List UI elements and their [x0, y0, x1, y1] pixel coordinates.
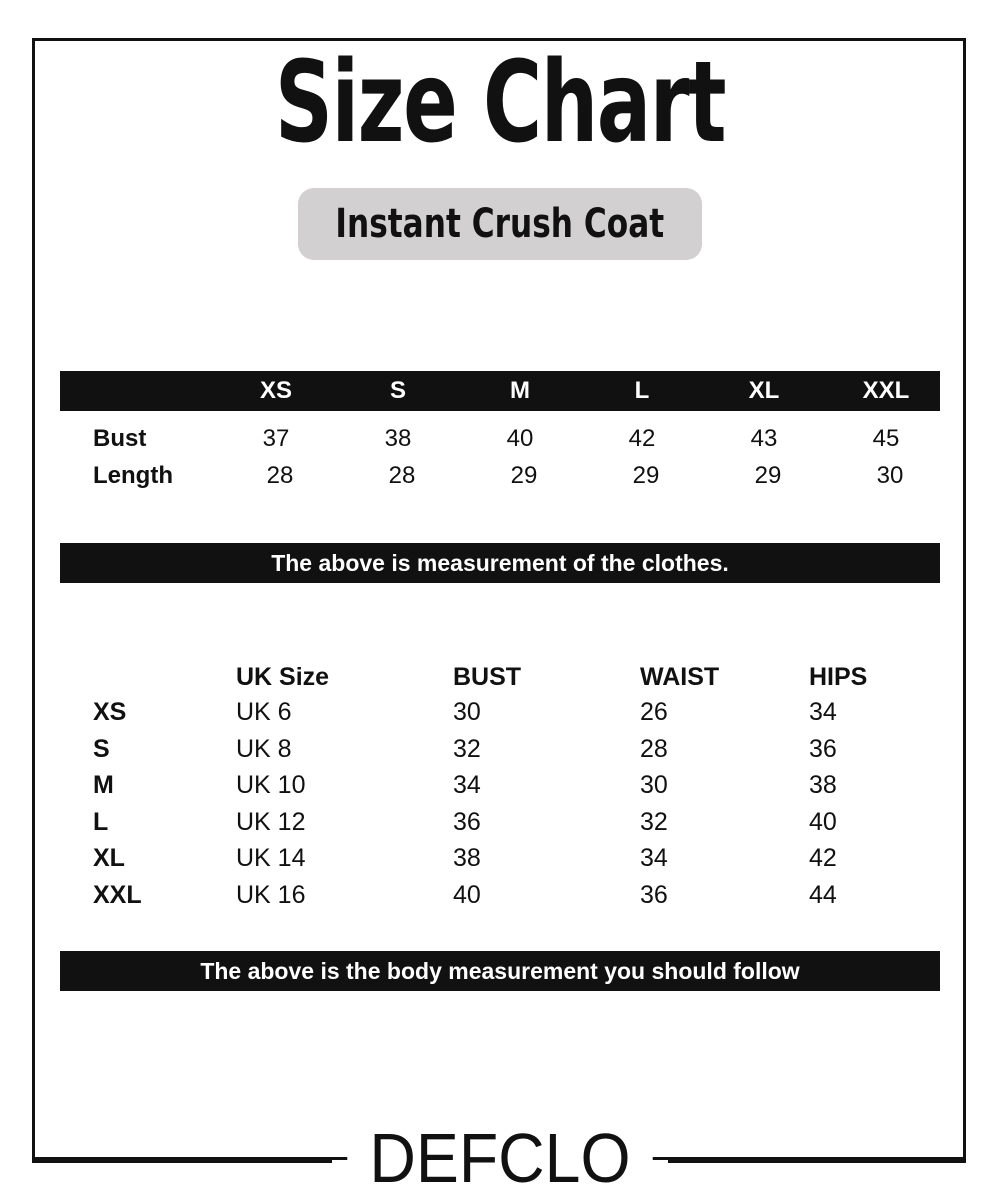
cell: 29	[754, 462, 782, 489]
header-xs: XS	[259, 377, 293, 404]
cell-uk-size: UK 14	[236, 844, 306, 873]
cell-uk-size: UK 12	[236, 807, 306, 836]
col-header-waist: WAIST	[640, 663, 720, 691]
cell-uk-size: UK 8	[236, 734, 292, 763]
col-header-bust: BUST	[453, 663, 522, 691]
header-m: M	[510, 377, 530, 404]
body-note: The above is the body measurement you should follow	[60, 951, 940, 991]
cell-waist: 34	[640, 844, 668, 873]
cell-waist: 36	[640, 881, 668, 909]
cell: 29	[510, 462, 538, 489]
cell: 43	[750, 425, 778, 452]
product-name-badge	[298, 188, 702, 260]
size-label: M	[93, 771, 114, 800]
size-label: XXL	[93, 881, 142, 909]
header-s: S	[389, 377, 407, 404]
size-label: XL	[93, 844, 125, 873]
cell-hips: 42	[809, 844, 837, 873]
cell-uk-size: UK 16	[236, 881, 306, 909]
cell-uk-size: UK 6	[236, 698, 292, 726]
cell-bust: 32	[453, 734, 481, 763]
cell-hips: 44	[809, 881, 837, 909]
garment-table-header	[60, 371, 940, 411]
size-label: S	[93, 734, 110, 763]
cell: 38	[384, 425, 412, 452]
cell-bust: 38	[453, 844, 481, 873]
cell: 45	[872, 425, 900, 452]
cell-hips: 36	[809, 734, 837, 763]
brand-footer	[0, 1118, 1000, 1198]
cell-uk-size: UK 10	[236, 771, 306, 800]
cell-hips: 40	[809, 807, 837, 836]
cell: 29	[632, 462, 660, 489]
header-xxl: XXL	[862, 377, 910, 404]
cell-waist: 30	[640, 771, 668, 800]
cell-bust: 36	[453, 807, 481, 836]
row-label: Bust	[93, 425, 147, 452]
size-label: L	[93, 807, 109, 836]
page-title: Size Chart	[274, 38, 726, 168]
cell-bust: 40	[453, 881, 481, 909]
cell-hips: 38	[809, 771, 837, 800]
header-l: L	[634, 377, 650, 404]
cell-waist: 28	[640, 734, 668, 763]
cell-hips: 34	[809, 698, 837, 726]
col-header-hips: HIPS	[809, 663, 868, 691]
size-label: XS	[93, 698, 127, 726]
product-name: Instant Crush Coat	[335, 201, 665, 247]
row-label: Length	[93, 462, 173, 489]
cell: 42	[628, 425, 656, 452]
garment-row-bust	[0, 425, 1000, 455]
cell-waist: 32	[640, 807, 668, 836]
cell-waist: 26	[640, 698, 668, 726]
garment-note: The above is measurement of the clothes.	[60, 543, 940, 583]
col-header-uk-size: UK Size	[236, 663, 330, 691]
cell: 40	[506, 425, 534, 452]
cell: 30	[876, 462, 904, 489]
cell: 28	[388, 462, 416, 489]
cell: 37	[262, 425, 290, 452]
cell-bust: 34	[453, 771, 481, 800]
brand-name: DEFCLO	[347, 1118, 652, 1198]
brand-logo	[0, 1118, 1000, 1198]
cell: 28	[266, 462, 294, 489]
header-xl: XL	[748, 377, 780, 404]
cell-bust: 30	[453, 698, 481, 726]
garment-row-length	[0, 462, 1000, 492]
